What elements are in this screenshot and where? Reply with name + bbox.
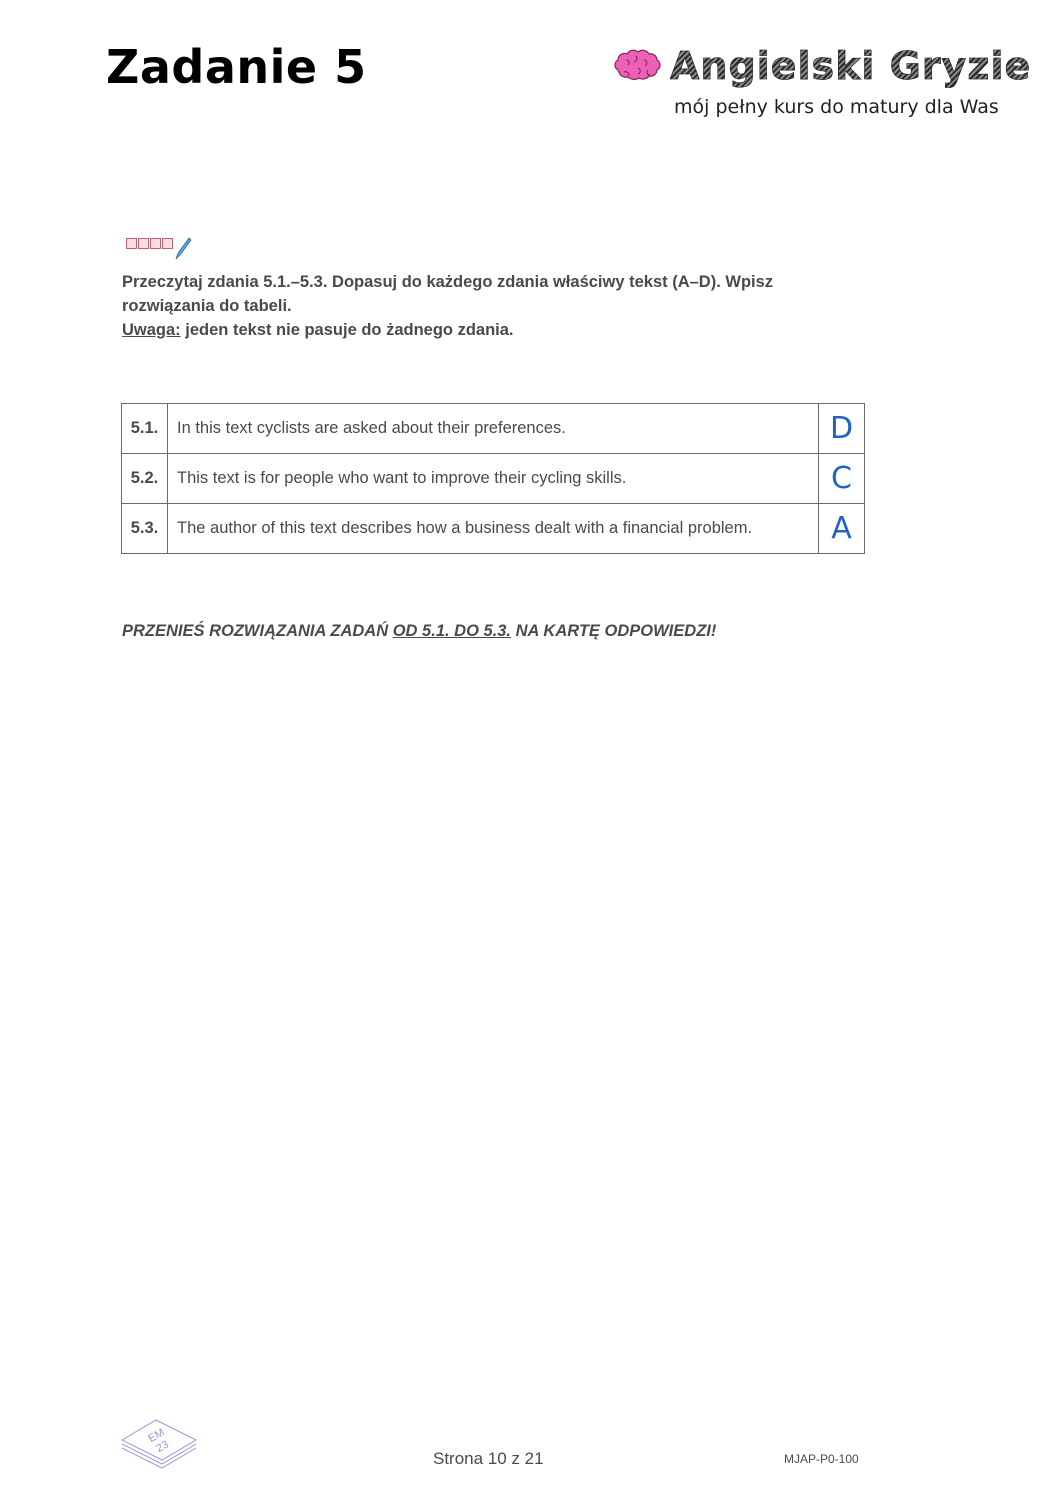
answer-cell[interactable]: C <box>819 454 865 504</box>
row-number: 5.2. <box>122 454 168 504</box>
transfer-note <box>122 622 716 641</box>
pen-icon <box>174 236 192 260</box>
points-box <box>138 238 149 249</box>
row-text: In this text cyclists are asked about their preferences. <box>168 404 819 454</box>
points-box <box>150 238 161 249</box>
stamp-text-year: 23 <box>154 1438 171 1456</box>
note-text: jeden tekst nie pasuje do żadnego zdania. <box>180 321 514 339</box>
row-number: 5.1. <box>122 404 168 454</box>
instructions <box>122 270 862 342</box>
brand-name: Angielski Gryzie <box>670 44 1032 88</box>
exam-stamp-icon <box>118 1414 200 1470</box>
brand-tagline: mój pełny kurs do matury dla Was <box>674 96 999 118</box>
table-row <box>122 454 865 504</box>
row-number: 5.3. <box>122 504 168 554</box>
page-title: Zadanie 5 <box>106 40 367 94</box>
note-label: Uwaga: <box>122 321 181 339</box>
brain-icon <box>612 46 664 86</box>
row-text: This text is for people who want to improve their cycling skills. <box>168 454 819 504</box>
table-row <box>122 404 865 454</box>
exam-code: MJAP-P0-100 <box>784 1452 859 1466</box>
instruction-text: Przeczytaj zdania 5.1.–5.3. Dopasuj do każdego zdania właściwy tekst (A–D). Wpisz rozwiązania do tabeli. <box>122 273 774 315</box>
instruction-note <box>122 318 862 342</box>
transfer-text-after: NA KARTĘ ODPOWIEDZI! <box>511 622 717 640</box>
row-text: The author of this text describes how a business dealt with a financial problem. <box>168 504 819 554</box>
answer-cell[interactable]: A <box>819 504 865 554</box>
transfer-text-before: PRZENIEŚ ROZWIĄZANIA ZADAŃ <box>122 622 393 640</box>
page-number: Strona 10 z 21 <box>433 1449 544 1468</box>
answer-cell[interactable]: D <box>819 404 865 454</box>
points-box <box>162 238 173 249</box>
stamp-text-em: EM <box>146 1426 167 1446</box>
brand-logo <box>612 44 1031 88</box>
answer-table <box>121 403 865 554</box>
transfer-range: OD 5.1. DO 5.3. <box>392 622 512 640</box>
points-box <box>126 238 137 249</box>
table-row <box>122 504 865 554</box>
points-boxes-icon <box>126 238 174 249</box>
